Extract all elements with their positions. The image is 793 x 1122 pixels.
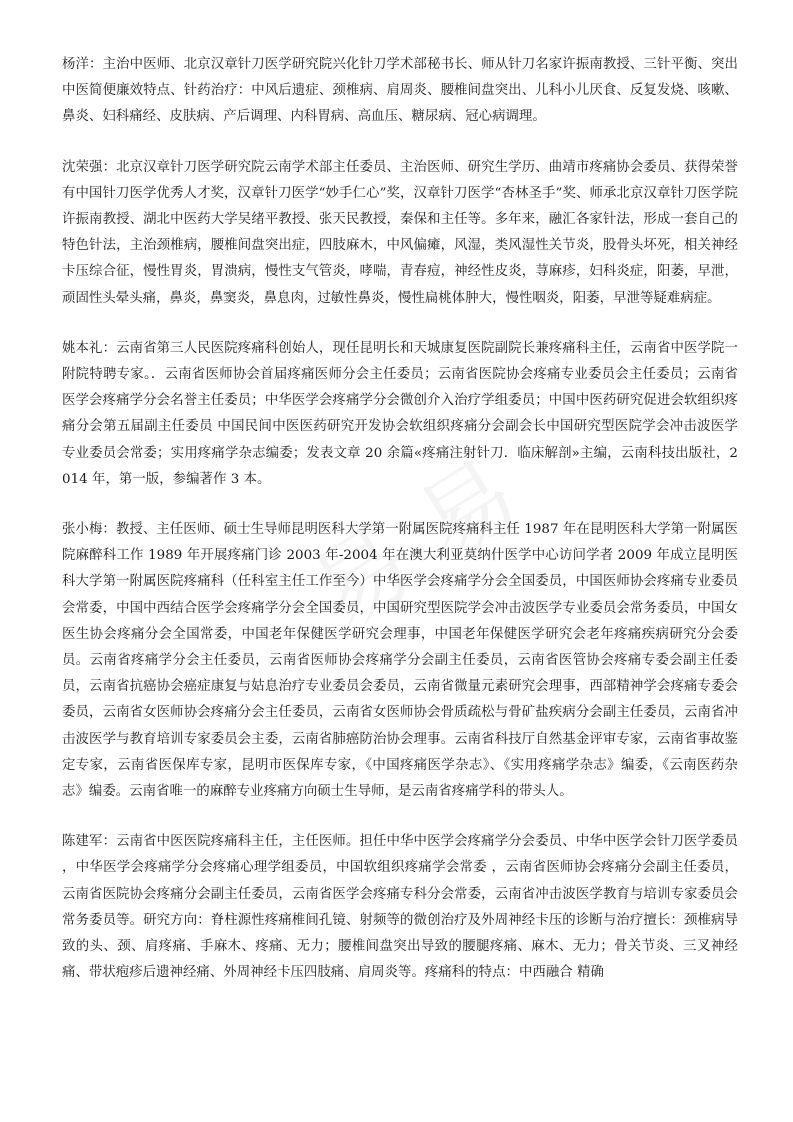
profile-shen-rongqiang: 沈荣强：北京汉章针刀医学研究院云南学术部主任委员、主治医师、研究生学历、曲靖市疼痛协会委员、获得荣誉有中国针刀医学优秀人才奖，汉章针刀医学“妙手仁心”奖，汉章针刀医学“杏林圣手”奖、师承北京汉章针刀医学院许振南教授、湖北中医药大学吴绪平教授、张天民教授，秦保和主任等。多年来，融汇各家针法，形成一套自己的特色针法，主治颈椎病，腰椎间盘突出症，四肢麻木，中风偏瘫，风湿，类风湿性关节炎，股骨头坏死，相关神经卡压综合征，慢性胃炎，胃溃病，慢性支气管炎，哮喘，青春痘，神经性皮炎，荨麻疹，妇科炎症，阳萎，早泄，顽固性头晕头痛，鼻炎，鼻窦炎，鼻息肉，过敏性鼻炎，慢性扁桃体肿大，慢性咽炎，阳萎，早泄等疑难病症。 xyxy=(62,159,738,306)
profile-yao-benli: 姚本礼：云南省第三人民医院疼痛科创始人，现任昆明长和天城康复医院副院长兼疼痛科主任，云南省中医学院一附院特聘专家。．云南省医师协会首届疼痛医师分会主任委员；云南省医院协会疼痛专业委员会主任委员；云南省医学会疼痛学分会名誉主任委员；中华医学会疼痛学分会微创介入治疗学组委员；中国中医药研究促进会软组织疼痛分会第五届副主任委员 中国民间中医医药研究开发协会软组织疼痛分会副会长中国研究型医院学会冲击波医学专业委员会常委；实用疼痛学杂志编委；发表文章 20 余篇«疼痛注射针刀．临床解剖»主编，云南科技出版社，2014 年，第一版，参编著作 3 本。 xyxy=(62,340,738,487)
profile-yang-yang: 杨洋：主治中医师、北京汉章针刀医学研究院兴化针刀学术部秘书长、师从针刀名家许振南教授、三针平衡、突出中医简便廉效特点、针药治疗：中风后遗症、颈椎病、肩周炎、腰椎间盘突出、儿科小儿厌食、反复发烧、咳嗽、鼻炎、妇科痛经、皮肤病、产后调理、内科胃病、高血压、糖尿病、冠心病调理。 xyxy=(62,57,738,125)
profile-zhang-xiaomei: 张小梅：教授、主任医师、硕士生导师昆明医科大学第一附属医院疼痛科主任 1987 年在昆明医科大学第一附属医院麻醉科工作 1989 年开展疼痛门诊 2003 年-2004 年在澳大利亚莫纳什医学中心访问学者 2009 年成立昆明医科大学第一附属医院疼痛科（任科室主任工作至今）中华医学会疼痛学分会全国委员，中国医师协会疼痛专业委员会常委，中国中西结合医学会疼痛学分会全国委员，中国研究型医院学会冲击波医学专业委员会常务委员，中国女医生协会疼痛分会全国常委，中国老年保健医学研究会理事，中国老年保健医学研究会老年疼痛疾病研究分会委员。云南省疼痛学分会主任委员，云南省医师协会疼痛学分会副主任委员，云南省医管协会疼痛专委会副主任委员，云南省抗癌协会癌症康复与姑息治疗专业委员会委员，云南省微量元素研究会理事，西部精神学会疼痛专委会委员，云南省女医师协会疼痛分会主任委员，云南省女医师协会骨质疏松与骨矿盐疾病分会副主任委员，云南省冲击波医学与教育培训专家委员会主委，云南省肺癌防治协会理事。云南省科技厅自然基金评审专家，云南省事故鉴定专家，云南省医保库专家，昆明市医保库专家，《中国疼痛医学杂志》、《实用疼痛学杂志》编委，《云南医药杂志》编委。云南省唯一的麻醉专业疼痛方向硕士生导师，是云南省疼痛学科的带头人。 xyxy=(62,522,738,800)
document-body xyxy=(62,52,738,1011)
profile-chen-jianjun: 陈建军：云南省中医医院疼痛科主任，主任医师。担任中华中医学会疼痛学分会委员、中华中医学会针刀医学委员 ，中华医学会疼痛学分会疼痛心理学组委员，中国软组织疼痛学会常委 ，云南省医师协会疼痛分会副主任委员，云南省医院协会疼痛分会副主任委员，云南省医学会疼痛专科分会常委，云南省冲击波医学教育与培训专家委员会常务委员等。研究方向：脊柱源性疼痛椎间孔镜、射频等的微创治疗及外周神经卡压的诊断与治疗擅长：颈椎病导致的头、颈、肩疼痛、手麻木、疼痛、无力；腰椎间盘突出导致的腰腿疼痛、麻木、无力；骨关节炎、三叉神经痛、带状疱疹后遗神经痛、外周神经卡压四肢痛、肩周炎等。疼痛科的特点：中西融合 精确 xyxy=(62,834,738,981)
